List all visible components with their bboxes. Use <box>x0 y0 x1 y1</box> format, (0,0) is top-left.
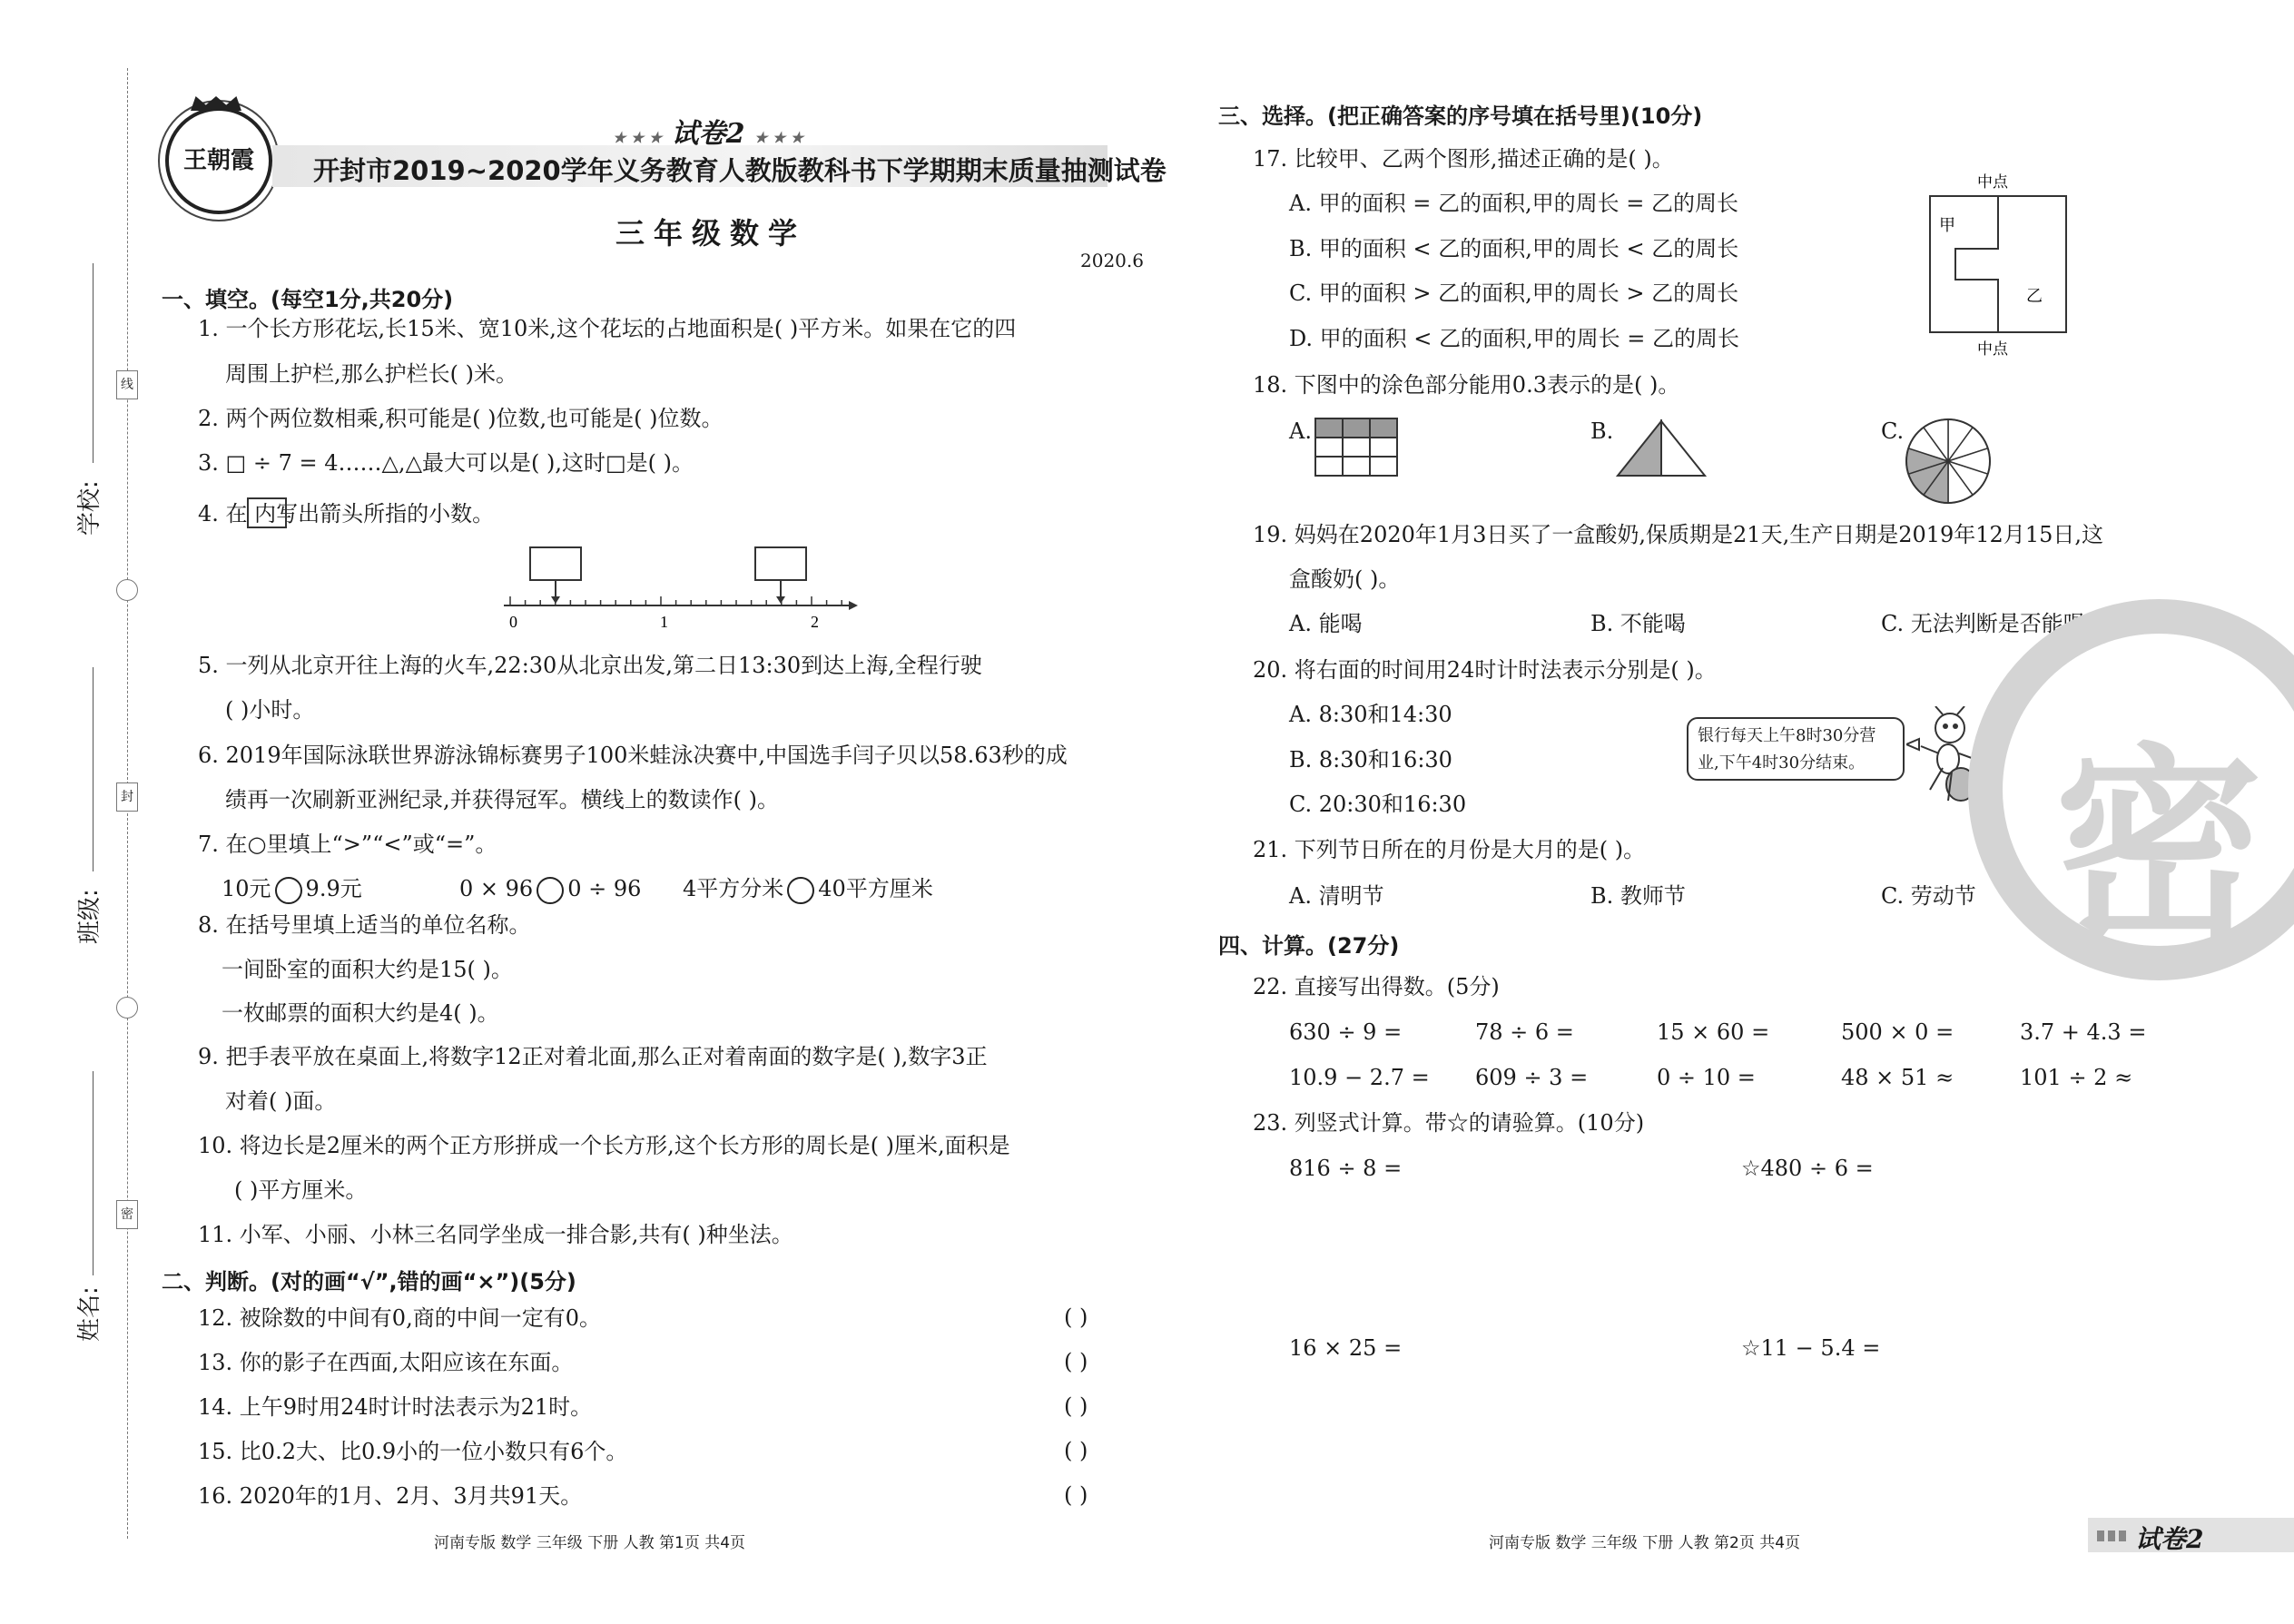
q18-option-c-label: C. <box>1881 418 1905 444</box>
q10-line2: ( )平方厘米。 <box>234 1177 368 1203</box>
q11: 11. 小军、小丽、小林三名同学坐成一排合影,共有( )种坐法。 <box>198 1222 793 1247</box>
footer-tag: 试卷2 <box>2135 1524 2204 1554</box>
judgement-answer-paren[interactable]: ( ) <box>1064 1349 1088 1374</box>
q18-figure-c <box>1903 416 1994 507</box>
q19-line1: 19. 妈妈在2020年1月3日买了一盒酸奶,保质期是21天,生产日期是2019年12月15日,这 <box>1253 522 2103 547</box>
judgement-item: 15. 比0.2大、比0.9小的一位小数只有6个。 <box>198 1439 628 1464</box>
q10-line1: 10. 将边长是2厘米的两个正方形拼成一个长方形,这个长方形的周长是( )厘米,面积是 <box>198 1133 1010 1158</box>
footer-right: 河南专版 数学 三年级 下册 人教 第2页 共4页 <box>1489 1534 1801 1552</box>
exam-date: 2020.6 <box>1080 250 1144 271</box>
q7a-right: 9.9元 <box>305 876 362 901</box>
class-line <box>93 667 94 871</box>
axis-label-2: 2 <box>811 613 819 631</box>
q18-figure-a <box>1314 418 1398 477</box>
q23: 23. 列竖式计算。带☆的请验算。(10分) <box>1253 1110 1645 1136</box>
q21: 21. 下列节日所在的月份是大月的是( )。 <box>1253 837 1646 862</box>
class-label: 班级: <box>76 889 103 944</box>
q6-line1: 6. 2019年国际泳联世界游泳锦标赛男子100米蛙泳决赛中,中国选手闫子贝以58.63秒的成 <box>198 743 1068 768</box>
q9-line1: 9. 把手表平放在桌面上,将数字12正对着北面,那么正对着南面的数字是( ),数字3正 <box>198 1044 988 1069</box>
q9-line2: 对着( )面。 <box>225 1088 337 1114</box>
speech-bubble <box>1687 717 1905 781</box>
binding-mark-1: 线 <box>116 370 138 399</box>
q8-item-a: 一间卧室的面积大约是15( )。 <box>222 957 513 982</box>
judgement-answer-paren[interactable]: ( ) <box>1064 1438 1088 1463</box>
q8: 8. 在括号里填上适当的单位名称。 <box>198 912 531 938</box>
q1-line1: 1. 一个长方形花坛,长15米、宽10米,这个花坛的占地面积是( )平方米。如果在它的四 <box>198 316 1017 341</box>
judgement-item: 12. 被除数的中间有0,商的中间一定有0。 <box>198 1305 601 1331</box>
q22: 22. 直接写出得数。(5分) <box>1253 974 1500 999</box>
q7: 7. 在○里填上“>”“<”或“=”。 <box>198 832 497 857</box>
name-label: 姓名: <box>76 1286 103 1342</box>
mental-calc-item: 609 ÷ 3 = <box>1475 1065 1589 1090</box>
watermark-seal <box>1968 599 2294 980</box>
axis-label-0: 0 <box>509 613 517 631</box>
mental-calc-item: 3.7 + 4.3 = <box>2020 1019 2147 1045</box>
bubble-line-2: 业,下午4时30分结束。 <box>1698 753 1866 773</box>
q17-option-b: B. 甲的面积 < 乙的面积,甲的周长 < 乙的周长 <box>1289 236 1739 261</box>
subject-title: 三年级数学 <box>615 216 807 251</box>
q7b-left: 0 × 96 <box>459 876 534 901</box>
calc-816: 816 ÷ 8 = <box>1289 1156 1403 1181</box>
crown-icon <box>191 96 241 111</box>
q19-option-c: C. 无法判断是否能喝 <box>1881 611 2085 636</box>
midpoint-top-label: 中点 <box>1977 173 2008 192</box>
section-2-title: 二、判断。(对的画“√”,错的画“×”)(5分) <box>162 1269 576 1294</box>
q17-option-d: D. 甲的面积 < 乙的面积,甲的周长 = 乙的周长 <box>1289 326 1740 351</box>
q5-line2: ( )小时。 <box>225 697 315 723</box>
q19-line2: 盒酸奶( )。 <box>1289 566 1401 592</box>
exam-title: 开封市2019~2020学年义务教育人教版教科书下学期期末质量抽测试卷 <box>313 155 1167 186</box>
section-1-title: 一、填空。(每空1分,共20分) <box>162 287 454 312</box>
q19-option-b: B. 不能喝 <box>1590 611 1686 636</box>
judgement-answer-paren[interactable]: ( ) <box>1064 1482 1088 1508</box>
mental-calc-item: 630 ÷ 9 = <box>1289 1019 1403 1045</box>
mental-calc-item: 101 ÷ 2 ≈ <box>2020 1065 2133 1090</box>
test-badge: ★ ★ ★ 试卷2 ★ ★ ★ <box>613 118 804 150</box>
q7c-right: 40平方厘米 <box>818 876 933 901</box>
q19-option-a: A. 能喝 <box>1289 611 1363 636</box>
axis-label-1: 1 <box>660 613 668 631</box>
badge-text: 试卷2 <box>671 118 745 150</box>
number-line <box>499 540 862 631</box>
midpoint-bottom-label: 中点 <box>1977 340 2008 359</box>
q17-option-c: C. 甲的面积 > 乙的面积,甲的周长 > 乙的周长 <box>1289 281 1739 306</box>
q18-figure-b <box>1616 419 1707 477</box>
q18: 18. 下图中的涂色部分能用0.3表示的是( )。 <box>1253 372 1680 398</box>
section-3-title: 三、选择。(把正确答案的序号填在括号里)(10分) <box>1218 103 1703 129</box>
compare-circle <box>275 877 302 904</box>
calc-11-5.4: ☆11 − 5.4 = <box>1741 1335 1881 1361</box>
logo-text: 王朝霞 <box>182 147 254 174</box>
binding-ornament <box>116 579 138 601</box>
q4: 4. 在 内写出箭头所指的小数。 <box>198 501 495 527</box>
compare-circle <box>787 877 814 904</box>
yi-label: 乙 <box>2026 287 2043 306</box>
q7b-right: 0 ÷ 96 <box>567 876 642 901</box>
school-label: 学校: <box>76 480 103 536</box>
calc-480: ☆480 ÷ 6 = <box>1741 1156 1874 1181</box>
mental-calc-item: 10.9 − 2.7 = <box>1289 1065 1430 1090</box>
q7a-left: 10元 <box>222 876 271 901</box>
q7-item-b <box>459 875 641 904</box>
q6-line2: 绩再一次刷新亚洲纪录,并获得冠军。横线上的数读作( )。 <box>225 787 779 812</box>
q8-item-b: 一枚邮票的面积大约是4( )。 <box>222 1000 499 1026</box>
judgement-answer-paren[interactable]: ( ) <box>1064 1393 1088 1419</box>
q7c-left: 4平方分米 <box>683 876 784 901</box>
judgement-item: 13. 你的影子在西面,太阳应该在东面。 <box>198 1350 574 1375</box>
q17-option-a: A. 甲的面积 = 乙的面积,甲的周长 = 乙的周长 <box>1289 191 1738 216</box>
answer-box <box>247 497 287 528</box>
calc-16x25: 16 × 25 = <box>1289 1335 1403 1361</box>
binding-mark-2: 封 <box>116 782 138 812</box>
judgement-item: 14. 上午9时用24时计时法表示为21时。 <box>198 1394 593 1420</box>
q18-option-a-label: A. <box>1289 418 1312 444</box>
q17: 17. 比较甲、乙两个图形,描述正确的是( )。 <box>1253 146 1674 172</box>
q18-option-b-label: B. <box>1590 418 1614 444</box>
compare-circle <box>537 877 564 904</box>
judgement-item: 16. 2020年的1月、2月、3月共91天。 <box>198 1483 583 1509</box>
mental-calc-item: 78 ÷ 6 = <box>1475 1019 1574 1045</box>
q17-figure <box>1915 171 2079 361</box>
logo <box>165 107 272 214</box>
q21-option-a: A. 清明节 <box>1289 883 1384 909</box>
mental-calc-item: 0 ÷ 10 = <box>1657 1065 1756 1090</box>
mental-calc-item: 500 × 0 = <box>1841 1019 1954 1045</box>
school-line <box>93 263 94 463</box>
watermark-text: 密 <box>2053 727 2263 969</box>
section-4-title: 四、计算。(27分) <box>1218 933 1400 959</box>
q3: 3. □ ÷ 7 = 4……△,△最大可以是( ),这时□是( )。 <box>198 450 694 476</box>
mental-calc-item: 48 × 51 ≈ <box>1841 1065 1954 1090</box>
q1-line2: 周围上护栏,那么护栏长( )米。 <box>225 361 517 387</box>
name-line <box>93 1071 94 1275</box>
q21-option-c: C. 劳动节 <box>1881 883 1976 909</box>
binding-mark-3: 密 <box>116 1200 138 1229</box>
mental-calc-item: 15 × 60 = <box>1657 1019 1770 1045</box>
q5-line1: 5. 一列从北京开往上海的火车,22:30从北京出发,第二日13:30到达上海,全程行驶 <box>198 653 982 678</box>
q20-option-a: A. 8:30和14:30 <box>1289 702 1452 727</box>
footer-tag-dots <box>2097 1530 2128 1541</box>
q20-option-b: B. 8:30和16:30 <box>1289 747 1452 773</box>
q2: 2. 两个两位数相乘,积可能是( )位数,也可能是( )位数。 <box>198 406 724 431</box>
q7-item-c <box>683 875 933 904</box>
q21-option-b: B. 教师节 <box>1590 883 1686 909</box>
jia-label: 甲 <box>1939 216 1955 235</box>
judgement-answer-paren[interactable]: ( ) <box>1064 1304 1088 1330</box>
footer-left: 河南专版 数学 三年级 下册 人教 第1页 共4页 <box>434 1534 746 1552</box>
q7-item-a <box>222 875 362 904</box>
bubble-line-1: 银行每天上午8时30分营 <box>1698 726 1876 745</box>
binding-ornament <box>116 997 138 1019</box>
q20-option-c: C. 20:30和16:30 <box>1289 792 1467 817</box>
q20: 20. 将右面的时间用24时计时法表示分别是( )。 <box>1253 657 1717 683</box>
